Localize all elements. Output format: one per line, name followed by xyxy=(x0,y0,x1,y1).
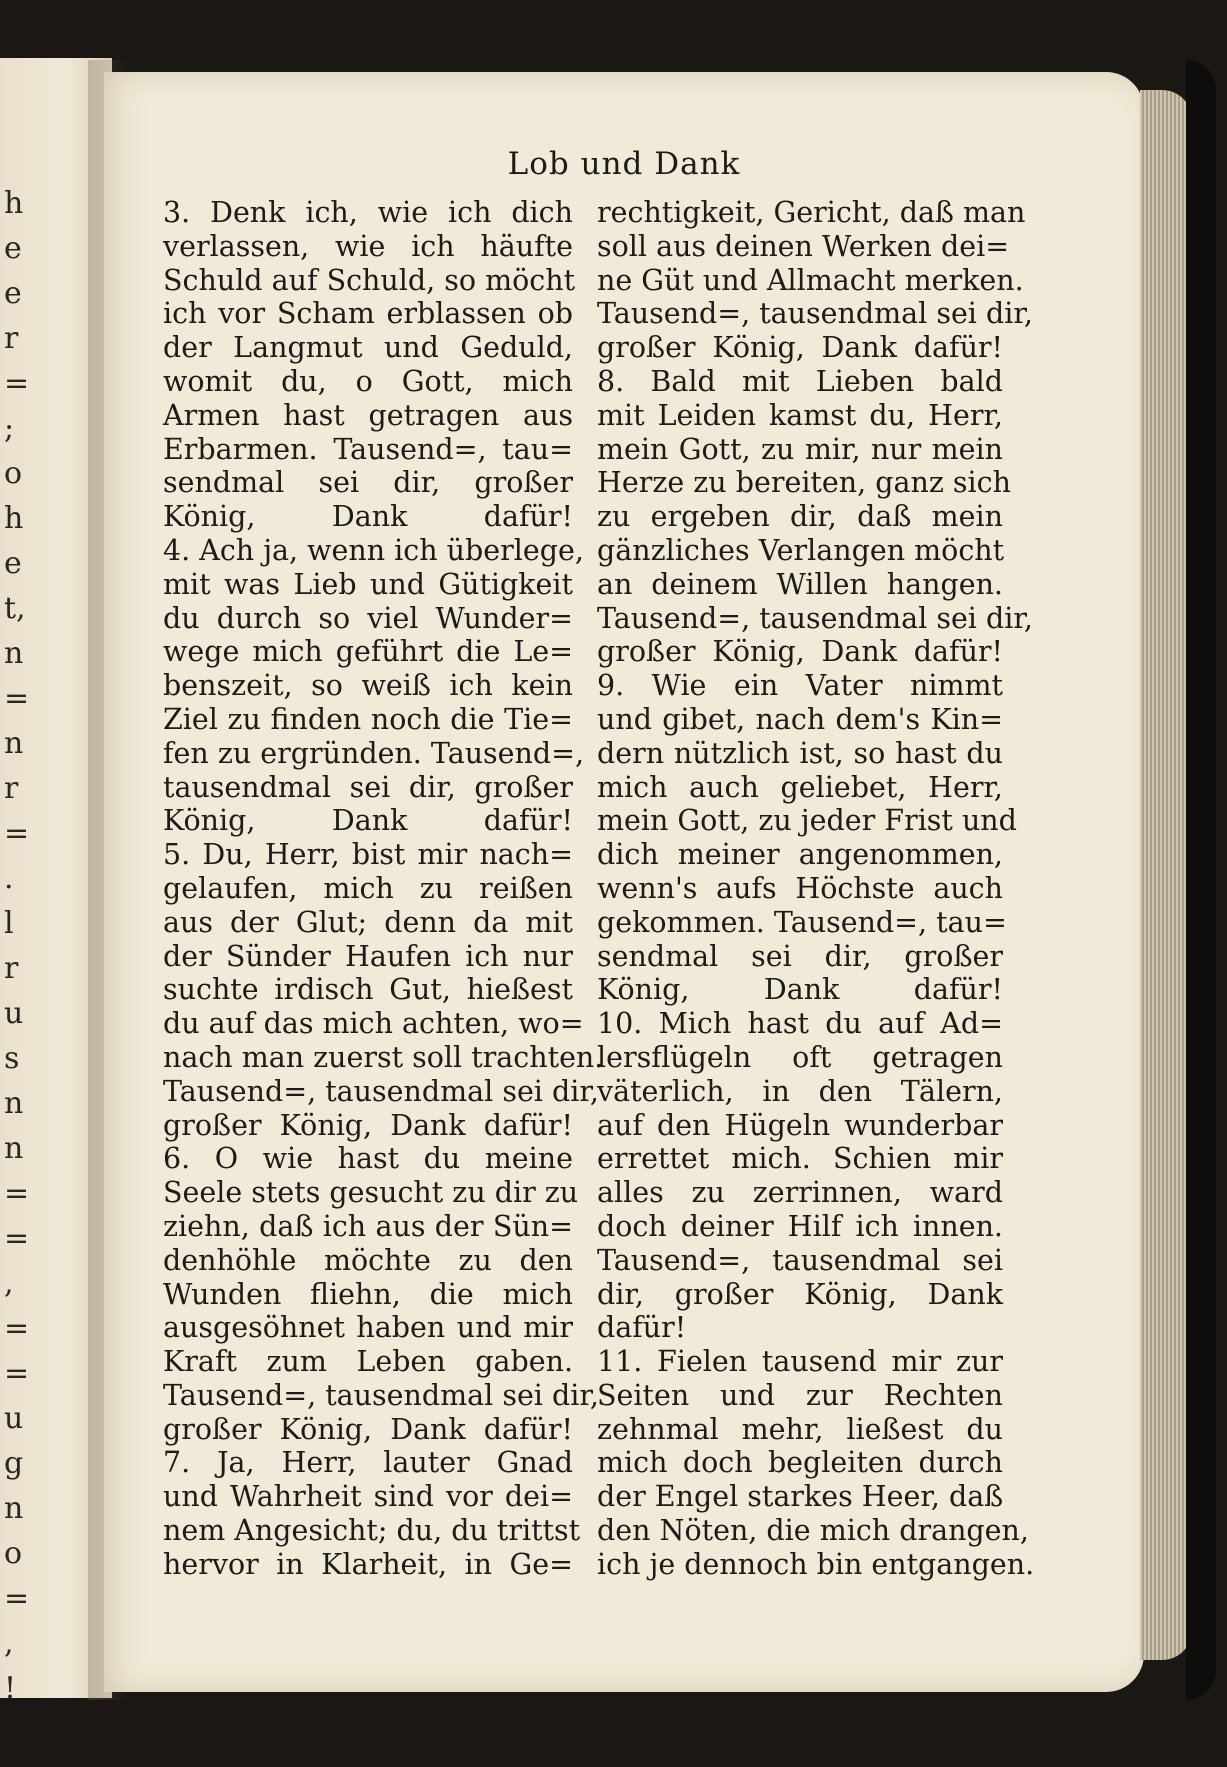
text-line: Tausend=, tausendmal sei dir, xyxy=(163,1074,599,1108)
text-line: mit was Lieb und Gütigkeit xyxy=(163,567,573,601)
facing-page-fragment: ! xyxy=(4,1671,17,1706)
facing-page-fragment: , xyxy=(4,1266,14,1301)
running-head: Lob und Dank xyxy=(507,146,741,182)
text-line: Kraft zum Leben gaben. xyxy=(163,1345,573,1379)
facing-page-fragment: s xyxy=(4,1041,20,1076)
text-line: mein Gott, zu mir, nur mein xyxy=(597,432,1003,466)
facing-page-fragment: t, xyxy=(4,591,26,626)
text-line: verlassen, wie ich häufte xyxy=(163,229,573,263)
facing-page-fragment: = xyxy=(4,1311,30,1346)
facing-page-fragment: = xyxy=(4,681,30,716)
text-line: 10. Mich hast du auf Ad= xyxy=(597,1007,1003,1041)
text-line: lersflügeln oft getragen xyxy=(597,1040,1003,1074)
facing-page-fragment: = xyxy=(4,816,30,851)
text-line: denhöhle möchte zu den xyxy=(163,1243,573,1277)
text-line: großer König, Dank dafür! xyxy=(163,1412,573,1446)
facing-page-fragment: g xyxy=(4,1446,24,1481)
facing-page-fragment: o xyxy=(4,1536,23,1571)
facing-page-fragment: ; xyxy=(4,411,15,446)
facing-page-fragment: = xyxy=(4,1176,30,1211)
text-line: wenn's aufs Höchste auch xyxy=(597,871,1003,905)
facing-page-fragment: . xyxy=(4,861,14,896)
text-line: großer König, Dank dafür! xyxy=(597,635,1003,669)
text-line: dir, großer König, Dank xyxy=(597,1277,1003,1311)
text-line: du auf das mich achten, wo= xyxy=(163,1007,584,1041)
text-line: der Engel starkes Heer, daß xyxy=(597,1480,1004,1514)
text-line: 7. Ja, Herr, lauter Gnad xyxy=(163,1446,573,1480)
text-line: 8. Bald mit Lieben bald xyxy=(597,364,1003,398)
text-line: Schuld auf Schuld, so möcht xyxy=(163,263,576,297)
text-line: König, Dank dafür! xyxy=(597,973,1003,1007)
text-line: und Wahrheit sind vor dei= xyxy=(163,1480,573,1514)
text-line: zu ergeben dir, daß mein xyxy=(597,500,1003,534)
facing-page-fragment: = xyxy=(4,1221,30,1256)
facing-page-fragment: , xyxy=(4,1626,14,1661)
text-line: womit du, o Gott, mich xyxy=(163,364,573,398)
text-line: Ziel zu finden noch die Tie= xyxy=(163,702,573,736)
text-line: nach man zuerst soll trachten. xyxy=(163,1040,604,1074)
text-line: mein Gott, zu jeder Frist und xyxy=(597,804,1017,838)
facing-page-fragment: e xyxy=(4,231,22,266)
text-line: nem Angesicht; du, du trittst xyxy=(163,1514,581,1548)
text-line: ausgesöhnet haben und mir xyxy=(163,1311,573,1345)
text-line: ne Güt und Allmacht merken. xyxy=(597,263,1024,297)
text-line: 3. Denk ich, wie ich dich xyxy=(163,196,573,229)
text-line: zehnmal mehr, ließest du xyxy=(597,1412,1003,1446)
text-line: gekommen. Tausend=, tau= xyxy=(597,905,1007,939)
text-line: Tausend=, tausendmal sei xyxy=(597,1243,1003,1277)
text-line: dich meiner angenommen, xyxy=(597,838,1003,872)
text-line: den Nöten, die mich drangen, xyxy=(597,1514,1029,1548)
text-line: gänzliches Verlangen möcht xyxy=(597,533,1005,567)
text-line: dern nützlich ist, so hast du xyxy=(597,736,1003,770)
text-line: ich je dennoch bin entgangen. xyxy=(597,1547,1035,1581)
text-line: der Sünder Haufen ich nur xyxy=(163,939,573,973)
text-line: Erbarmen. Tausend=, tau= xyxy=(163,432,573,466)
text-line: König, Dank dafür! xyxy=(163,804,573,838)
text-line: Herze zu bereiten, ganz sich xyxy=(597,466,1011,500)
text-line: tausendmal sei dir, großer xyxy=(163,770,573,804)
text-line: hervor in Klarheit, in Ge= xyxy=(163,1547,573,1581)
text-line: großer König, Dank dafür! xyxy=(597,331,1003,365)
facing-page-fragment: o xyxy=(4,456,23,491)
text-line: auf den Hügeln wunderbar xyxy=(597,1108,1003,1142)
text-line: der Langmut und Geduld, xyxy=(163,331,573,365)
text-line: 5. Du, Herr, bist mir nach= xyxy=(163,838,573,872)
facing-page-fragment: n xyxy=(4,1131,24,1166)
facing-page-fragment: = xyxy=(4,1356,30,1391)
text-line: mich auch geliebet, Herr, xyxy=(597,770,1003,804)
text-line: ziehn, daß ich aus der Sün= xyxy=(163,1209,573,1243)
text-line: an deinem Willen hangen. xyxy=(597,567,1003,601)
facing-page-fragment: e xyxy=(4,546,22,581)
text-line: 4. Ach ja, wenn ich überlege, xyxy=(163,533,584,567)
text-line: errettet mich. Schien mir xyxy=(597,1142,1003,1176)
page-edges xyxy=(1140,90,1192,1660)
facing-page-fragment: r xyxy=(4,771,19,806)
facing-page-fragment: e xyxy=(4,276,22,311)
text-line: mit Leiden kamst du, Herr, xyxy=(597,398,1003,432)
text-line: suchte irdisch Gut, hießest xyxy=(163,973,573,1007)
facing-page-fragment: n xyxy=(4,1491,24,1526)
facing-page-fragment: n xyxy=(4,726,24,761)
text-line: dafür! xyxy=(597,1311,687,1345)
text-line: Wunden fliehn, die mich xyxy=(163,1277,573,1311)
text-line: rechtigkeit, Gericht, daß man xyxy=(597,196,1026,229)
text-line: 11. Fielen tausend mir zur xyxy=(597,1345,1003,1379)
text-line: soll aus deinen Werken dei= xyxy=(597,229,1010,263)
right-text-column xyxy=(597,196,1035,1582)
text-line: Seiten und zur Rechten xyxy=(597,1378,1003,1412)
facing-page-fragment: = xyxy=(4,366,30,401)
text-line: Tausend=, tausendmal sei dir, xyxy=(597,297,1033,331)
facing-page-fragment: h xyxy=(4,186,24,221)
text-line: Seele stets gesucht zu dir zu xyxy=(163,1176,579,1210)
text-line: alles zu zerrinnen, ward xyxy=(597,1176,1003,1210)
text-line: sendmal sei dir, großer xyxy=(597,939,1003,973)
text-line: 6. O wie hast du meine xyxy=(163,1142,573,1176)
left-text-column xyxy=(163,196,604,1582)
facing-page-fragment: h xyxy=(4,501,24,536)
text-line: ich vor Scham erblassen ob xyxy=(163,297,573,331)
facing-page-fragment: n xyxy=(4,636,24,671)
text-line: Armen hast getragen aus xyxy=(163,398,573,432)
text-line: und gibet, nach dem's Kin= xyxy=(597,702,1003,736)
facing-page-fragment: l xyxy=(4,906,14,941)
text-line: du durch so viel Wunder= xyxy=(163,601,573,635)
text-line: benszeit, so weiß ich kein xyxy=(163,669,573,703)
text-line: gelaufen, mich zu reißen xyxy=(163,871,573,905)
text-line: doch deiner Hilf ich innen. xyxy=(597,1209,1003,1243)
text-line: wege mich geführt die Le= xyxy=(163,635,573,669)
facing-page-fragment: r xyxy=(4,951,19,986)
text-line: sendmal sei dir, großer xyxy=(163,466,573,500)
book-cover xyxy=(1186,60,1216,1700)
text-line: fen zu ergründen. Tausend=, xyxy=(163,736,585,770)
text-line: aus der Glut; denn da mit xyxy=(163,905,573,939)
text-line: Tausend=, tausendmal sei dir, xyxy=(163,1378,599,1412)
facing-page-fragment: u xyxy=(4,1401,24,1436)
text-line: Tausend=, tausendmal sei dir, xyxy=(597,601,1033,635)
facing-page-fragment: u xyxy=(4,996,24,1031)
text-line: großer König, Dank dafür! xyxy=(163,1108,573,1142)
facing-page-fragment: n xyxy=(4,1086,24,1121)
text-line: 9. Wie ein Vater nimmt xyxy=(597,669,1003,703)
text-line: König, Dank dafür! xyxy=(163,500,573,534)
facing-page-fragment: r xyxy=(4,321,19,356)
text-line: väterlich, in den Tälern, xyxy=(597,1074,1003,1108)
text-line: mich doch begleiten durch xyxy=(597,1446,1003,1480)
facing-page-fragment: = xyxy=(4,1581,30,1616)
